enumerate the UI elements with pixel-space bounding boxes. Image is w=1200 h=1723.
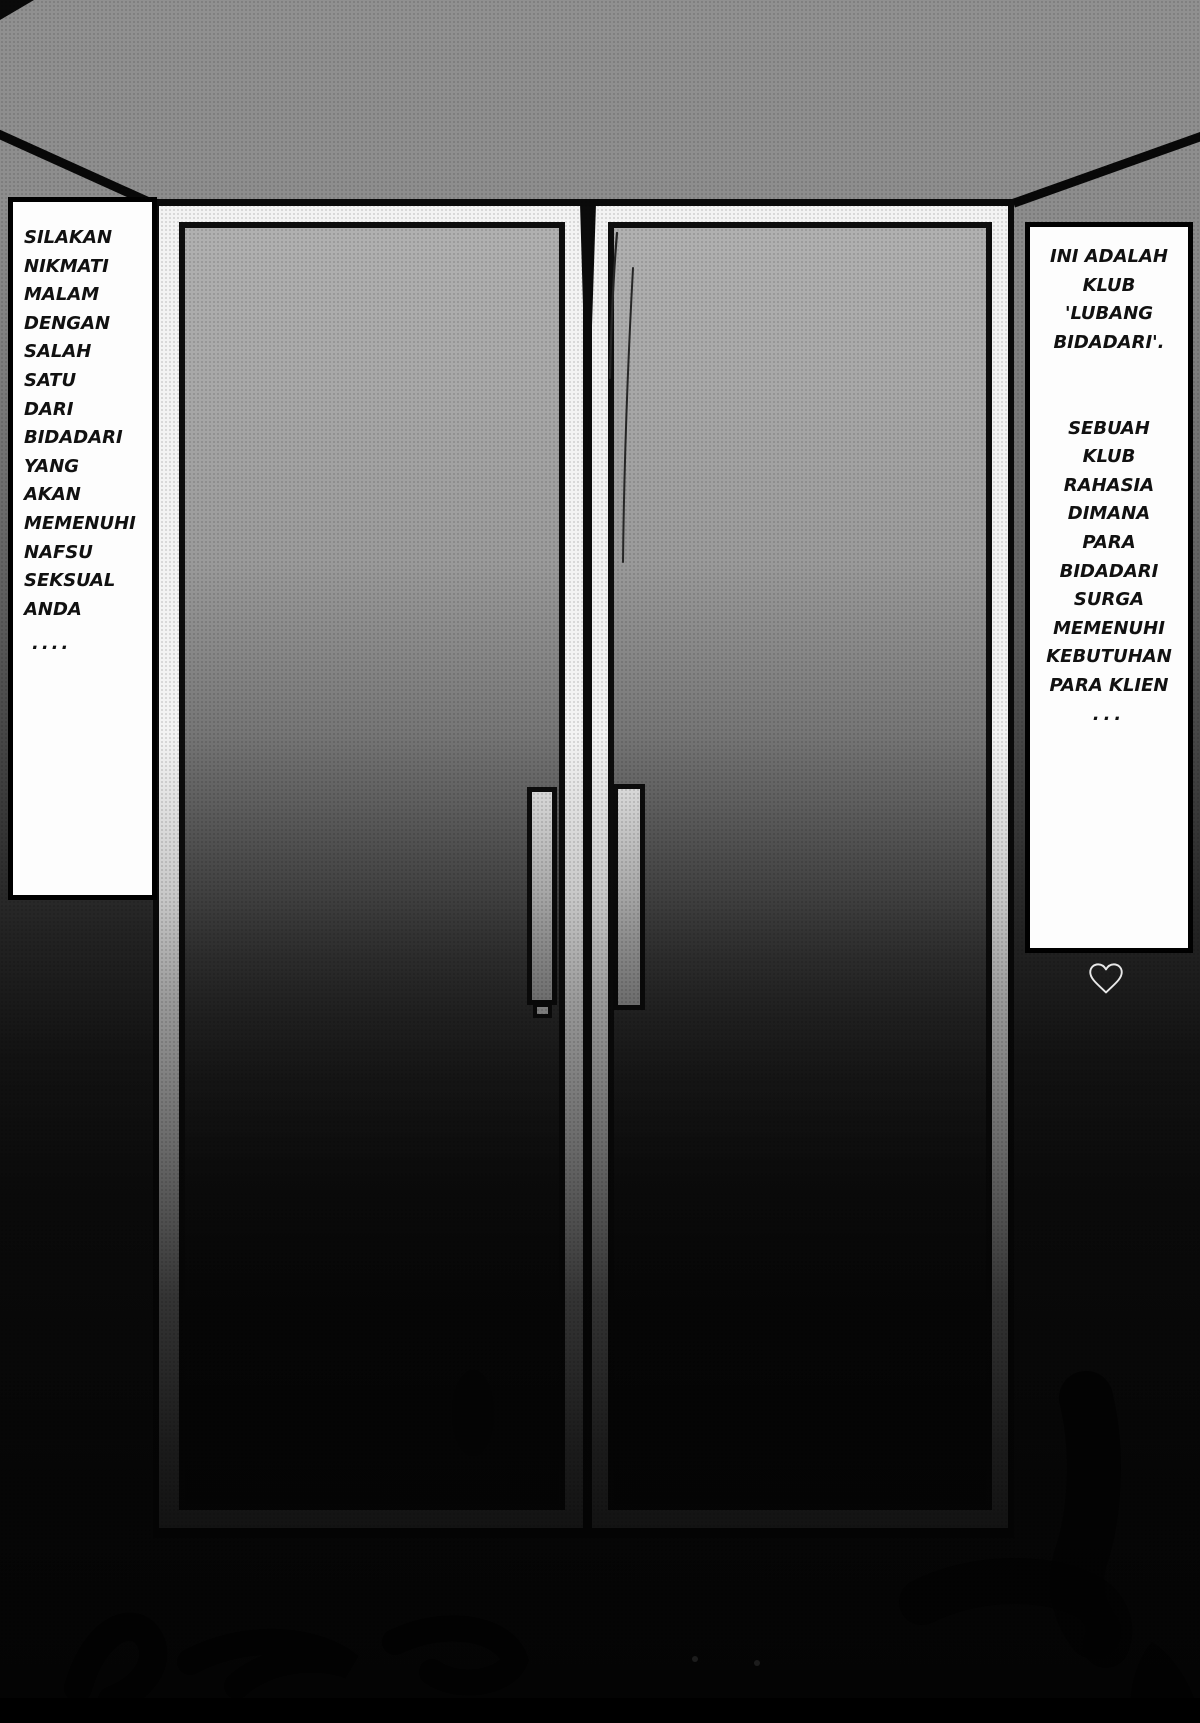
caption-line-ellipsis: .... bbox=[32, 633, 72, 655]
caption-line: SEKSUAL bbox=[24, 570, 116, 592]
caption-line: SATU bbox=[24, 369, 77, 391]
caption-line: YANG bbox=[24, 455, 80, 477]
caption-line: KLUB bbox=[1082, 274, 1136, 296]
heart-icon bbox=[1088, 960, 1124, 998]
caption-line: PARA KLIEN bbox=[1049, 674, 1169, 696]
caption-line: MEMENUHI bbox=[24, 512, 136, 534]
caption-line: BIDADARI bbox=[24, 427, 123, 449]
caption-line: ANDA bbox=[24, 598, 82, 620]
caption-line: DENGAN bbox=[24, 312, 111, 334]
caption-line: DIMANA bbox=[1067, 503, 1151, 525]
caption-line: AKAN bbox=[24, 484, 81, 506]
caption-line: KEBUTUHAN bbox=[1046, 646, 1172, 668]
caption-line: SURGA bbox=[1073, 589, 1145, 611]
caption-line: SALAH bbox=[24, 341, 92, 363]
caption-line bbox=[1033, 386, 1185, 415]
caption-line: KLUB bbox=[1082, 446, 1136, 468]
floor-black-band bbox=[0, 1698, 1200, 1723]
caption-line: SEBUAH bbox=[1068, 417, 1150, 439]
caption-line: BIDADARI bbox=[1059, 560, 1159, 582]
caption-line-ellipsis: ... bbox=[1092, 703, 1126, 725]
caption-line: RAHASIA bbox=[1063, 474, 1155, 496]
caption-box-left bbox=[8, 197, 157, 900]
caption-line: 'LUBANG bbox=[1064, 303, 1154, 325]
caption-line: MALAM bbox=[24, 284, 100, 306]
caption-line: NAFSU bbox=[24, 541, 93, 563]
caption-line: INI ADALAH bbox=[1050, 246, 1168, 267]
caption-line bbox=[1033, 357, 1185, 386]
caption-line: PARA bbox=[1082, 531, 1136, 553]
caption-line: SILAKAN bbox=[24, 227, 113, 248]
caption-line: NIKMATI bbox=[24, 255, 109, 277]
caption-line: MEMENUHI bbox=[1053, 617, 1165, 639]
caption-line: DARI bbox=[24, 398, 74, 420]
caption-box-right bbox=[1025, 222, 1193, 953]
caption-line: BIDADARI'. bbox=[1053, 331, 1165, 353]
